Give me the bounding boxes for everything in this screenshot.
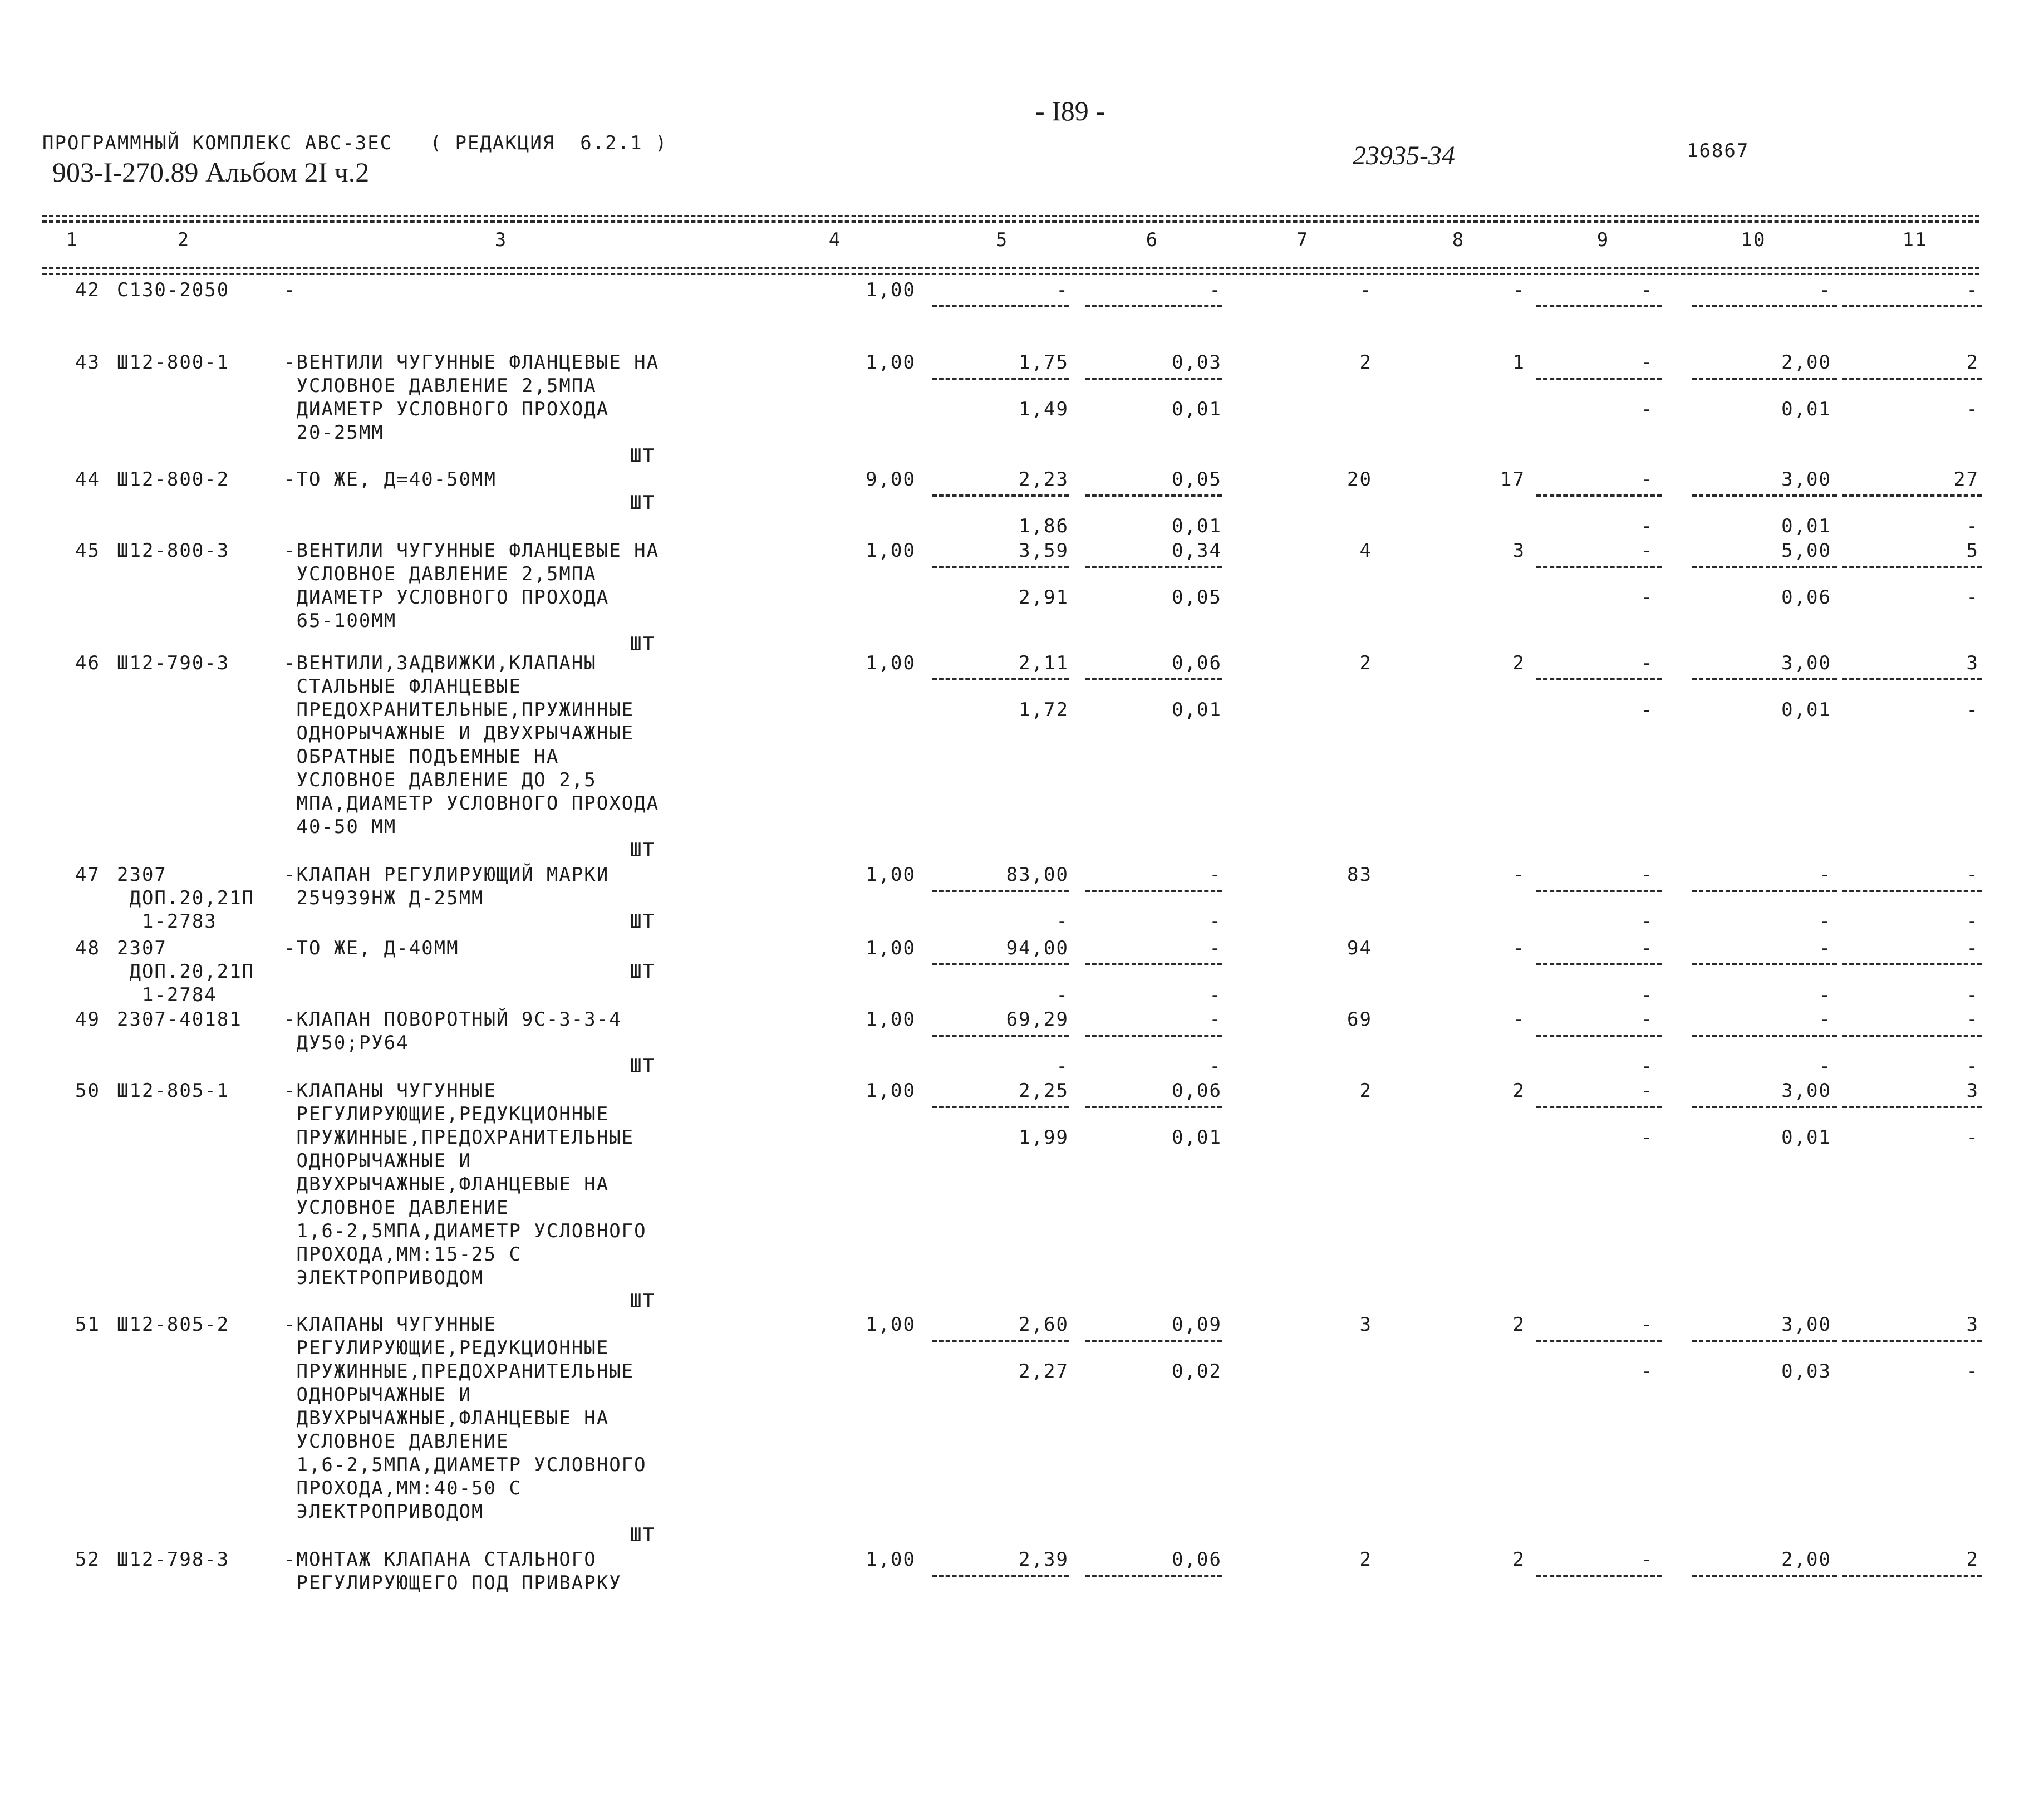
c5-subvalue: - [1056, 910, 1069, 933]
c10-divider [1692, 1035, 1837, 1037]
c9-subvalue: - [1640, 1126, 1653, 1149]
unit-label: ШТ [630, 1524, 655, 1546]
c5-value: 2,25 [1019, 1080, 1069, 1102]
c10-divider [1692, 1575, 1837, 1577]
c6-subvalue: 0,01 [1172, 699, 1222, 721]
c5-subvalue: 1,99 [1019, 1126, 1069, 1149]
column-header: 9 [1596, 229, 1610, 251]
c11-subvalue: - [1966, 515, 1979, 537]
c9-subvalue: - [1640, 1055, 1653, 1077]
c9-subvalue: - [1640, 984, 1653, 1006]
item-description: -ТО ЖЕ, Д=40-50ММ [284, 468, 497, 491]
c11-value: 5 [1966, 540, 1979, 562]
c5-divider [932, 1575, 1069, 1577]
row-number: 43 [75, 351, 100, 374]
c6-divider [1085, 494, 1222, 497]
c10-divider [1692, 305, 1837, 307]
c6-value: - [1209, 279, 1222, 301]
c11-value: - [1966, 1008, 1979, 1031]
c10-subvalue: 0,03 [1781, 1360, 1831, 1383]
c5-subvalue: 1,72 [1019, 699, 1069, 721]
c7-value: - [1359, 279, 1372, 301]
c10-subvalue: 0,01 [1781, 515, 1831, 537]
c10-value: - [1819, 1008, 1831, 1031]
c10-subvalue: 0,01 [1781, 398, 1831, 420]
c9-divider [1536, 305, 1662, 307]
c11-value: - [1966, 864, 1979, 886]
c6-divider [1085, 1035, 1222, 1037]
c10-value: 3,00 [1781, 468, 1831, 491]
c11-divider [1842, 494, 1982, 497]
c6-value: - [1209, 864, 1222, 886]
item-code: Ш12-800-3 [117, 540, 230, 562]
c8-value: - [1512, 279, 1525, 301]
c10-subvalue: - [1819, 910, 1831, 933]
c5-divider [932, 494, 1069, 497]
sheet-code: 16867 [1687, 140, 1750, 162]
c5-value: 2,39 [1019, 1548, 1069, 1571]
c6-divider [1085, 890, 1222, 892]
c10-subvalue: 0,01 [1781, 699, 1831, 721]
item-code: 2307 ДОП.20,21П 1-2783 [117, 864, 255, 933]
c10-divider [1692, 890, 1837, 892]
c11-divider [1842, 890, 1982, 892]
c6-value: 0,05 [1172, 468, 1222, 491]
c7-value: 2 [1359, 652, 1372, 674]
c6-value: 0,09 [1172, 1313, 1222, 1336]
c6-divider [1085, 1575, 1222, 1577]
c11-value: 3 [1966, 1313, 1979, 1336]
c6-subvalue: 0,02 [1172, 1360, 1222, 1383]
c6-value: 0,03 [1172, 351, 1222, 374]
c11-divider [1842, 1106, 1982, 1108]
c5-value: 2,23 [1019, 468, 1069, 491]
document-code: 23935-34 [1353, 141, 1455, 170]
c9-value: - [1640, 540, 1653, 562]
c9-divider [1536, 890, 1662, 892]
c11-subvalue: - [1966, 586, 1979, 609]
row-number: 46 [75, 652, 100, 674]
c9-divider [1536, 494, 1662, 497]
c9-value: - [1640, 1313, 1653, 1336]
c11-subvalue: - [1966, 398, 1979, 420]
c11-divider [1842, 305, 1982, 307]
c8-value: - [1512, 864, 1525, 886]
row-number: 44 [75, 468, 100, 491]
quantity: 1,00 [866, 1080, 916, 1102]
c11-divider [1842, 566, 1982, 568]
c11-value: - [1966, 279, 1979, 301]
c9-value: - [1640, 1008, 1653, 1031]
c9-divider [1536, 1575, 1662, 1577]
quantity: 1,00 [866, 1313, 916, 1336]
c7-value: 4 [1359, 540, 1372, 562]
quantity: 1,00 [866, 351, 916, 374]
c5-value: 2,60 [1019, 1313, 1069, 1336]
c11-divider [1842, 1035, 1982, 1037]
c9-divider [1536, 963, 1662, 965]
c9-divider [1536, 678, 1662, 680]
item-code: С130-2050 [117, 279, 230, 301]
c9-subvalue: - [1640, 586, 1653, 609]
unit-label: ШТ [630, 445, 655, 467]
c11-divider [1842, 963, 1982, 965]
c7-value: 2 [1359, 351, 1372, 374]
table-top-rule [42, 215, 1979, 217]
row-number: 42 [75, 279, 100, 301]
c6-subvalue: - [1209, 1055, 1222, 1077]
unit-label: ШТ [630, 910, 655, 933]
album-line: 903-I-270.89 Альбом 2I ч.2 [52, 156, 370, 188]
c10-subvalue: - [1819, 1055, 1831, 1077]
c5-subvalue: 1,49 [1019, 398, 1069, 420]
c9-value: - [1640, 279, 1653, 301]
c5-value: 94,00 [1006, 937, 1069, 959]
c11-subvalue: - [1966, 984, 1979, 1006]
c5-divider [932, 890, 1069, 892]
c11-value: 2 [1966, 351, 1979, 374]
c5-divider [932, 305, 1069, 307]
row-number: 49 [75, 1008, 100, 1031]
item-description: -ВЕНТИЛИ,ЗАДВИЖКИ,КЛАПАНЫ СТАЛЬНЫЕ ФЛАНЦЕВЫЕ ПРЕДОХРАНИТЕЛЬНЫЕ,ПРУЖИННЫЕ ОДНОРЫЧАЖНЫЕ И ДВУХРЫЧАЖНЫЕ ОБРАТНЫЕ ПОДЪЕМНЫЕ НА УСЛОВНОЕ ДАВЛЕНИЕ ДО 2,5 МПА,ДИАМЕТР УСЛОВНОГО ПРОХОДА 40-50 ММ [284, 652, 660, 838]
c6-divider [1085, 305, 1222, 307]
item-code: Ш12-805-1 [117, 1080, 230, 1102]
column-header: 2 [177, 229, 190, 251]
c5-value: 3,59 [1019, 540, 1069, 562]
c11-divider [1842, 678, 1982, 680]
c6-value: 0,06 [1172, 1080, 1222, 1102]
c10-divider [1692, 378, 1837, 380]
c7-value: 20 [1347, 468, 1372, 491]
column-header: 8 [1452, 229, 1465, 251]
c7-value: 2 [1359, 1080, 1372, 1102]
c5-divider [932, 1035, 1069, 1037]
c11-subvalue: - [1966, 1055, 1979, 1077]
row-number: 48 [75, 937, 100, 959]
c11-value: 2 [1966, 1548, 1979, 1571]
c8-value: 2 [1512, 1313, 1525, 1336]
c9-divider [1536, 566, 1662, 568]
c10-value: 3,00 [1781, 652, 1831, 674]
quantity: 9,00 [866, 468, 916, 491]
row-number: 52 [75, 1548, 100, 1571]
c6-divider [1085, 1340, 1222, 1342]
item-description: -КЛАПАНЫ ЧУГУННЫЕ РЕГУЛИРУЮЩИЕ,РЕДУКЦИОННЫЕ ПРУЖИННЫЕ,ПРЕДОХРАНИТЕЛЬНЫЕ ОДНОРЫЧАЖНЫЕ И ДВУХРЫЧАЖНЫЕ,ФЛАНЦЕВЫЕ НА УСЛОВНОЕ ДАВЛЕНИЕ 1,6-2,5МПА,ДИАМЕТР УСЛОВНОГО ПРОХОДА,ММ:15-25 С ЭЛЕКТРОПРИВОДОМ [284, 1080, 647, 1289]
row-number: 45 [75, 540, 100, 562]
c10-value: 3,00 [1781, 1080, 1831, 1102]
c11-value: 3 [1966, 652, 1979, 674]
quantity: 1,00 [866, 279, 916, 301]
column-header: 11 [1902, 229, 1928, 251]
c11-divider [1842, 378, 1982, 380]
c5-subvalue: - [1056, 984, 1069, 1006]
c6-value: - [1209, 1008, 1222, 1031]
c10-divider [1692, 963, 1837, 965]
c9-value: - [1640, 468, 1653, 491]
c9-subvalue: - [1640, 515, 1653, 537]
c6-value: 0,06 [1172, 1548, 1222, 1571]
item-description: -МОНТАЖ КЛАПАНА СТАЛЬНОГО РЕГУЛИРУЮЩЕГО ПОД ПРИВАРКУ [284, 1548, 622, 1594]
c7-value: 2 [1359, 1548, 1372, 1571]
c6-divider [1085, 963, 1222, 965]
c10-divider [1692, 1106, 1837, 1108]
quantity: 1,00 [866, 1008, 916, 1031]
quantity: 1,00 [866, 652, 916, 674]
unit-label: ШТ [630, 960, 655, 983]
c10-subvalue: 0,06 [1781, 586, 1831, 609]
c10-subvalue: 0,01 [1781, 1126, 1831, 1149]
column-header: 4 [828, 229, 842, 251]
c6-subvalue: 0,01 [1172, 515, 1222, 537]
c6-divider [1085, 378, 1222, 380]
unit-label: ШТ [630, 839, 655, 861]
c10-divider [1692, 494, 1837, 497]
page-number: - I89 - [1035, 95, 1105, 126]
c8-value: 2 [1512, 1548, 1525, 1571]
c8-value: 3 [1512, 540, 1525, 562]
c10-value: 3,00 [1781, 1313, 1831, 1336]
c9-value: - [1640, 1080, 1653, 1102]
c8-value: - [1512, 937, 1525, 959]
c9-value: - [1640, 864, 1653, 886]
table-header-rule-2 [42, 273, 1979, 275]
c10-divider [1692, 1340, 1837, 1342]
c11-value: 27 [1954, 468, 1979, 491]
item-code: Ш12-800-1 [117, 351, 230, 374]
c11-divider [1842, 1575, 1982, 1577]
c7-value: 69 [1347, 1008, 1372, 1031]
c8-value: 1 [1512, 351, 1525, 374]
c10-value: - [1819, 937, 1831, 959]
c6-divider [1085, 678, 1222, 680]
c5-divider [932, 678, 1069, 680]
c5-value: - [1056, 279, 1069, 301]
c6-divider [1085, 1106, 1222, 1108]
c8-value: - [1512, 1008, 1525, 1031]
c10-value: 5,00 [1781, 540, 1831, 562]
quantity: 1,00 [866, 864, 916, 886]
unit-label: ШТ [630, 492, 655, 514]
c8-value: 17 [1500, 468, 1525, 491]
column-header: 5 [995, 229, 1009, 251]
c5-divider [932, 1106, 1069, 1108]
c6-subvalue: - [1209, 984, 1222, 1006]
c10-value: - [1819, 279, 1831, 301]
c7-value: 83 [1347, 864, 1372, 886]
c5-value: 2,11 [1019, 652, 1069, 674]
c6-subvalue: 0,01 [1172, 398, 1222, 420]
c11-subvalue: - [1966, 699, 1979, 721]
c9-value: - [1640, 351, 1653, 374]
item-code: Ш12-798-3 [117, 1548, 230, 1571]
table-top-rule-2 [42, 220, 1979, 223]
item-description: - [284, 279, 297, 301]
table-header-rule [42, 267, 1979, 269]
c9-divider [1536, 1035, 1662, 1037]
c6-value: 0,06 [1172, 652, 1222, 674]
c11-subvalue: - [1966, 1126, 1979, 1149]
c8-value: 2 [1512, 1080, 1525, 1102]
column-header: 10 [1741, 229, 1766, 251]
c11-value: - [1966, 937, 1979, 959]
quantity: 1,00 [866, 540, 916, 562]
c7-value: 94 [1347, 937, 1372, 959]
c11-divider [1842, 1340, 1982, 1342]
c5-divider [932, 378, 1069, 380]
unit-label: ШТ [630, 1290, 655, 1312]
c6-subvalue: 0,05 [1172, 586, 1222, 609]
c5-subvalue: 1,86 [1019, 515, 1069, 537]
c5-divider [932, 963, 1069, 965]
c9-subvalue: - [1640, 1360, 1653, 1383]
item-description: -КЛАПАН ПОВОРОТНЫЙ 9С-3-3-4 ДУ50;РУ64 [284, 1008, 622, 1054]
c5-subvalue: - [1056, 1055, 1069, 1077]
c9-subvalue: - [1640, 398, 1653, 420]
c6-divider [1085, 566, 1222, 568]
quantity: 1,00 [866, 1548, 916, 1571]
c5-subvalue: 2,91 [1019, 586, 1069, 609]
column-header: 7 [1296, 229, 1309, 251]
c9-subvalue: - [1640, 910, 1653, 933]
c10-divider [1692, 566, 1837, 568]
c7-value: 3 [1359, 1313, 1372, 1336]
c9-divider [1536, 1106, 1662, 1108]
c8-value: 2 [1512, 652, 1525, 674]
c11-subvalue: - [1966, 1360, 1979, 1383]
item-code: Ш12-805-2 [117, 1313, 230, 1336]
item-code: 2307 ДОП.20,21П 1-2784 [117, 937, 255, 1006]
item-code: Ш12-790-3 [117, 652, 230, 674]
program-line: ПРОГРАММНЫЙ КОМПЛЕКС АВС-3ЕС ( РЕДАКЦИЯ 6.2.1 ) [42, 132, 668, 154]
c9-value: - [1640, 937, 1653, 959]
c6-value: - [1209, 937, 1222, 959]
row-number: 47 [75, 864, 100, 886]
c11-subvalue: - [1966, 910, 1979, 933]
c5-divider [932, 1340, 1069, 1342]
item-description: -ТО ЖЕ, Д-40ММ [284, 937, 459, 959]
column-header: 3 [494, 229, 508, 251]
item-code: 2307-40181 [117, 1008, 242, 1031]
c5-value: 83,00 [1006, 864, 1069, 886]
c10-value: 2,00 [1781, 1548, 1831, 1571]
item-description: -ВЕНТИЛИ ЧУГУННЫЕ ФЛАНЦЕВЫЕ НА УСЛОВНОЕ ДАВЛЕНИЕ 2,5МПА ДИАМЕТР УСЛОВНОГО ПРОХОДА 20-25ММ [284, 351, 660, 444]
c10-value: - [1819, 864, 1831, 886]
c10-value: 2,00 [1781, 351, 1831, 374]
c5-value: 69,29 [1006, 1008, 1069, 1031]
c9-value: - [1640, 1548, 1653, 1571]
c6-value: 0,34 [1172, 540, 1222, 562]
c5-divider [932, 566, 1069, 568]
row-number: 50 [75, 1080, 100, 1102]
c6-subvalue: - [1209, 910, 1222, 933]
c10-divider [1692, 678, 1837, 680]
unit-label: ШТ [630, 633, 655, 655]
c9-divider [1536, 378, 1662, 380]
item-description: -КЛАПАН РЕГУЛИРУЮЩИЙ МАРКИ 25Ч939НЖ Д-25ММ [284, 864, 610, 909]
column-header: 1 [66, 229, 79, 251]
item-description: -КЛАПАНЫ ЧУГУННЫЕ РЕГУЛИРУЮЩИЕ,РЕДУКЦИОННЫЕ ПРУЖИННЫЕ,ПРЕДОХРАНИТЕЛЬНЫЕ ОДНОРЫЧАЖНЫЕ И ДВУХРЫЧАЖНЫЕ,ФЛАНЦЕВЫЕ НА УСЛОВНОЕ ДАВЛЕНИЕ 1,6-2,5МПА,ДИАМЕТР УСЛОВНОГО ПРОХОДА,ММ:40-50 С ЭЛЕКТРОПРИВОДОМ [284, 1313, 647, 1523]
c11-value: 3 [1966, 1080, 1979, 1102]
c6-subvalue: 0,01 [1172, 1126, 1222, 1149]
c10-subvalue: - [1819, 984, 1831, 1006]
quantity: 1,00 [866, 937, 916, 959]
unit-label: ШТ [630, 1055, 655, 1077]
row-number: 51 [75, 1313, 100, 1336]
item-code: Ш12-800-2 [117, 468, 230, 491]
item-description: -ВЕНТИЛИ ЧУГУННЫЕ ФЛАНЦЕВЫЕ НА УСЛОВНОЕ ДАВЛЕНИЕ 2,5МПА ДИАМЕТР УСЛОВНОГО ПРОХОДА 65-100ММ [284, 540, 660, 632]
c5-value: 1,75 [1019, 351, 1069, 374]
c5-subvalue: 2,27 [1019, 1360, 1069, 1383]
c9-subvalue: - [1640, 699, 1653, 721]
c9-divider [1536, 1340, 1662, 1342]
c9-value: - [1640, 652, 1653, 674]
column-header: 6 [1146, 229, 1159, 251]
